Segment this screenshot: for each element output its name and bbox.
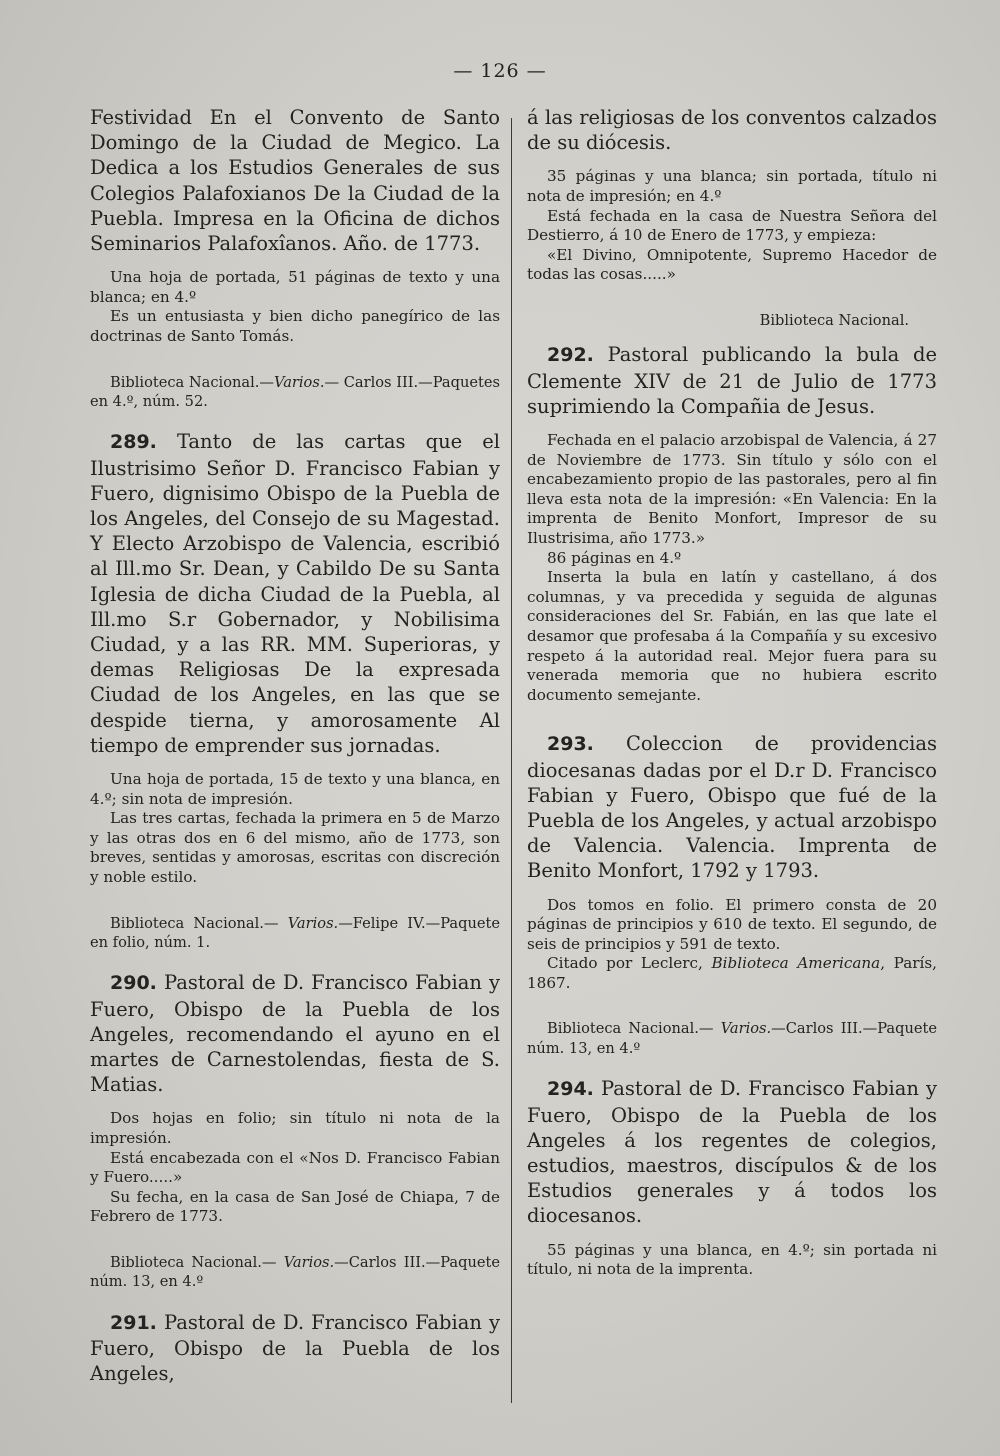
right-column	[527, 105, 937, 1280]
entry-title: 293. Coleccion de providencias diocesanas dadas por el D.r D. Francisco Fabian y Fuero, Obispo que fué de la Puebla de los Angeles, y actual arzobispo de Valencia. Valencia. Imprenta de Benito Monfort, 1792 y 1793.	[527, 732, 938, 883]
library-reference: Biblioteca Nacional.— Varios.—Carlos III.—Paquete núm. 13, en 4.º	[527, 1020, 938, 1057]
entry-289	[90, 429, 500, 952]
library-reference: Biblioteca Nacional.— Varios.—Carlos III.—Paquete núm. 13, en 4.º	[90, 1254, 501, 1291]
entry-number: 292.	[547, 344, 594, 367]
library-reference: Biblioteca Nacional.	[759, 311, 909, 329]
entry-note: «El Divino, Omnipotente, Supremo Hacedor de todas las cosas.....»	[527, 245, 937, 284]
entry-pages: 86 páginas en 4.º	[547, 548, 682, 567]
entry-number: 289.	[110, 431, 157, 454]
entry-description: Fechada en el palacio arzobispal de Valencia, á 27 de Noviembre de 1773. Sin título y sólo con el encabezamiento propio de las pastorales, pero al fin lleva esta nota de la impresión: «En Valencia: En la imprenta de Benito Monfort, Impresor de su Ilustrisima, año 1773.»	[527, 430, 937, 547]
entry-291	[90, 1310, 500, 1387]
entry-title-continued: á las religiosas de los conventos calzados de su diócesis.	[527, 106, 937, 155]
entry-note: Inserta la bula en latín y castellano, á dos columnas, y va precedida y seguida de algunas consideraciones del Sr. Fabián, en las que late el desamor que profesaba á la Compañía y su excesivo respeto á la autoridad real. Mejor fuera para su venerada memoria que no hubiera escrito documento semejante.	[527, 568, 937, 704]
entry-note: Es un entusiasta y bien dicho panegírico de las doctrinas de Santo Tomás.	[90, 307, 500, 345]
entry-title: 290. Pastoral de D. Francisco Fabian y Fuero, Obispo de la Puebla de los Angeles, recomendando el ayuno en el martes de Carnestolendas, fiesta de S. Matias.	[90, 971, 501, 1097]
entry-title: 291. Pastoral de D. Francisco Fabian y Fuero, Obispo de la Puebla de los Angeles,	[90, 1310, 501, 1386]
entry-description: Dos hojas en folio; sin título ni nota de la impresión.	[90, 1109, 500, 1148]
entry-294	[527, 1076, 937, 1279]
entry-description: 55 páginas y una blanca, en 4.º; sin portada ni título, ni nota de la imprenta.	[527, 1240, 937, 1279]
entry-title: 289. Tanto de las cartas que el Ilustrisimo Señor D. Francisco Fabian y Fuero, dignisimo Obispo de la Puebla de los Angeles, del Consejo de su Magestad. Y Electo Arzobispo de Valencia, escribió al Ill.mo Sr. Dean, y Cabildo De su Santa Iglesia de dicha Ciudad de la Puebla, al Ill.mo S.r Gobernador, y Nobilisima Ciudad, y a las RR. MM. Superioras, y demas Religiosas De la expresada Ciudad de los Angeles, en las que se despide tierna, y amorosamente Al tiempo de emprender sus jornadas.	[90, 430, 500, 757]
entry-number: 293.	[547, 733, 594, 756]
entry-description: Una hoja de portada, 15 de texto y una blanca, en 4.º; sin nota de impresión.	[90, 770, 500, 808]
entry-note: Su fecha, en la casa de San José de Chiapa, 7 de Febrero de 1773.	[90, 1187, 500, 1226]
entry-title: 292. Pastoral publicando la bula de Clemente XIV de 21 de Julio de 1773 suprimiendo la Compañia de Jesus.	[527, 343, 937, 418]
entry-description: 35 páginas y una blanca; sin portada, título ni nota de impresión; en 4.º	[527, 167, 937, 205]
entry-note: Está encabezada con el «Nos D. Francisco Fabian y Fuero.....»	[90, 1148, 500, 1187]
entry-title: Festividad En el Convento de Santo Domingo de la Ciudad de Megico. La Dedica a los Estudios Generales de sus Colegios Palafoxianos De la Ciudad de la Puebla. Impresa en la Oficina de dichos Seminarios Palafoxîanos. Año. de 1773.	[90, 106, 500, 256]
column-divider	[511, 118, 512, 1403]
entry-note: Las tres cartas, fechada la primera en 5 de Marzo y las otras dos en 6 del mismo, año de 1773, son breves, sentidas y amorosas, escritas con discreción y noble estilo.	[90, 809, 500, 887]
entry-description: Dos tomos en folio. El primero consta de 20 páginas de principios y 610 de texto. El segundo, de seis de principios y 591 de texto.	[527, 895, 937, 953]
entry-description: Una hoja de portada, 51 páginas de texto y una blanca; en 4.º	[90, 268, 500, 306]
entry-citation: Citado por Leclerc, Biblioteca Americana, París, 1867.	[527, 954, 937, 992]
entry-number: 291.	[110, 1311, 157, 1334]
entry-note: Está fechada en la casa de Nuestra Señora del Destierro, á 10 de Enero de 1773, y empieza:	[527, 206, 937, 245]
entry-title: 294. Pastoral de D. Francisco Fabian y Fuero, Obispo de la Puebla de los Angeles á los regentes de colegios, estudios, maestros, discípulos & de los Estudios generales y á todos los diocesanos.	[527, 1077, 938, 1228]
library-reference: Biblioteca Nacional.— Varios.—Felipe IV.—Paquete en folio, núm. 1.	[90, 914, 500, 952]
left-column	[90, 105, 500, 1386]
entry-number: 294.	[547, 1078, 594, 1101]
library-reference: Biblioteca Nacional.—Varios.— Carlos III.—Paquetes en 4.º, núm. 52.	[90, 373, 500, 410]
entry-290	[90, 970, 500, 1291]
entry-number: 290.	[110, 972, 157, 995]
entry-291-continued	[527, 105, 937, 330]
entry-288	[90, 105, 500, 411]
entry-292	[527, 342, 937, 705]
page-number: — 126 —	[453, 60, 547, 82]
entry-293	[527, 731, 937, 1058]
